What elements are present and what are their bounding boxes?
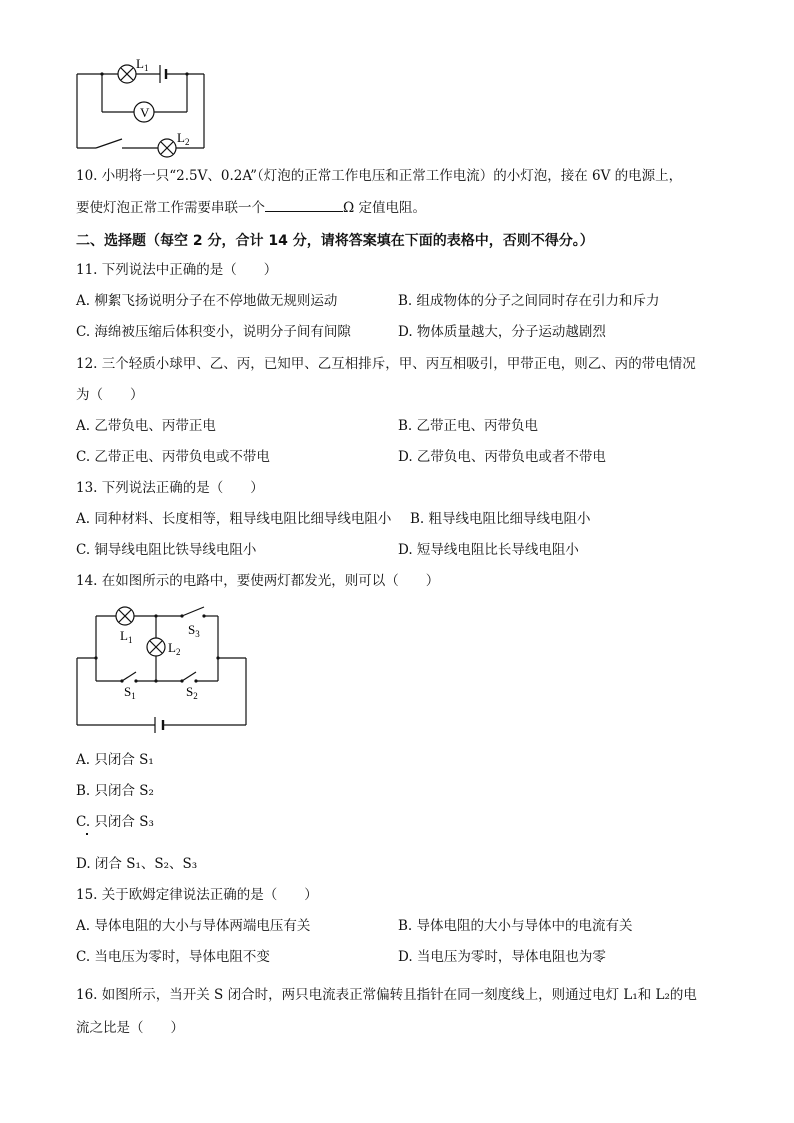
q14-option-b: B. 只闭合 S₂ [76, 783, 154, 799]
voltmeter-label: V [140, 105, 150, 120]
q10-answer-blank [265, 199, 343, 212]
q14-stem: 14. 在如图所示的电路中，要使两灯都发光，则可以（ ） [76, 573, 440, 589]
q11-option-a: A. 柳絮飞扬说明分子在不停地做无规则运动 [76, 293, 338, 309]
q11-option-d: D. 物体质量越大，分子运动越剧烈 [398, 324, 606, 340]
stray-dot [86, 833, 88, 835]
lamp-l1-label: $L_1$ [136, 56, 149, 73]
q14-option-a: A. 只闭合 S₁ [76, 752, 154, 768]
lamp-l2-label: $L_2$ [168, 640, 181, 657]
q13-option-c: C. 铜导线电阻比铁导线电阻小 [76, 542, 257, 558]
switch-s2-label: $S_2$ [186, 684, 198, 701]
switch-s1-label: $S_1$ [124, 684, 136, 701]
q14-option-d: D. 闭合 S₁、S₂、S₃ [76, 856, 198, 872]
q10-line1: 10. 小明将一只“2.5V、0.2A”（灯泡的正常工作电压和正常工作电流）的小灯泡，接在 6V 的电源上， [76, 168, 683, 184]
q12-option-a: A. 乙带负电、丙带正电 [76, 418, 216, 434]
switch-s3-label: $S_3$ [188, 622, 200, 639]
q15-option-b: B. 导体电阻的大小与导体中的电流有关 [398, 918, 633, 934]
q12-option-c: C. 乙带正电、丙带负电或不带电 [76, 449, 270, 465]
q11-option-b: B. 组成物体的分子之间同时存在引力和斥力 [398, 293, 660, 309]
q11-option-c: C. 海绵被压缩后体积变小，说明分子间有间隙 [76, 324, 351, 340]
q15-option-c: C. 当电压为零时，导体电阻不变 [76, 949, 270, 965]
q10-line2-pre: 要使灯泡正常工作需要串联一个 [76, 200, 265, 216]
q13-option-d: D. 短导线电阻比长导线电阻小 [398, 542, 579, 558]
lamp-l1-label: $L_1$ [120, 628, 133, 645]
q16-stem-line1: 16. 如图所示，当开关 S 闭合时，两只电流表正常偏转且指针在同一刻度线上，则通过电灯 L₁和 L₂的电 [76, 987, 697, 1003]
q16-stem-line2: 流之比是（ ） [76, 1020, 184, 1036]
q12-option-d: D. 乙带负电、丙带负电或者不带电 [398, 449, 606, 465]
q15-option-a: A. 导体电阻的大小与导体两端电压有关 [76, 918, 311, 934]
section-2-heading: 二、选择题（每空 2 分，合计 14 分，请将答案填在下面的表格中，否则不得分。） [76, 233, 594, 249]
q12-option-b: B. 乙带正电、丙带负电 [398, 418, 539, 434]
q15-stem: 15. 关于欧姆定律说法正确的是（ ） [76, 887, 318, 903]
circuit-figure-1 [70, 56, 220, 160]
q15-option-d: D. 当电压为零时，导体电阻也为零 [398, 949, 606, 965]
q10-line2-post: Ω 定值电阻。 [343, 200, 426, 216]
q14-option-c: C. 只闭合 S₃ [76, 814, 154, 830]
q13-option-b: B. 粗导线电阻比细导线电阻小 [410, 511, 591, 527]
lamp-l2-label: $L_2$ [177, 130, 190, 147]
q11-stem: 11. 下列说法中正确的是（ ） [76, 262, 278, 278]
circuit-figure-2 [70, 600, 255, 735]
q12-stem-line1: 12. 三个轻质小球甲、乙、丙，已知甲、乙互相排斥，甲、丙互相吸引，甲带正电，则乙、丙的带电情况 [76, 356, 696, 372]
q13-option-a: A. 同种材料、长度相等，粗导线电阻比细导线电阻小 [76, 511, 392, 527]
q13-stem: 13. 下列说法正确的是（ ） [76, 480, 264, 496]
q10-line2 [76, 199, 426, 217]
q12-stem-line2: 为（ ） [76, 387, 144, 403]
